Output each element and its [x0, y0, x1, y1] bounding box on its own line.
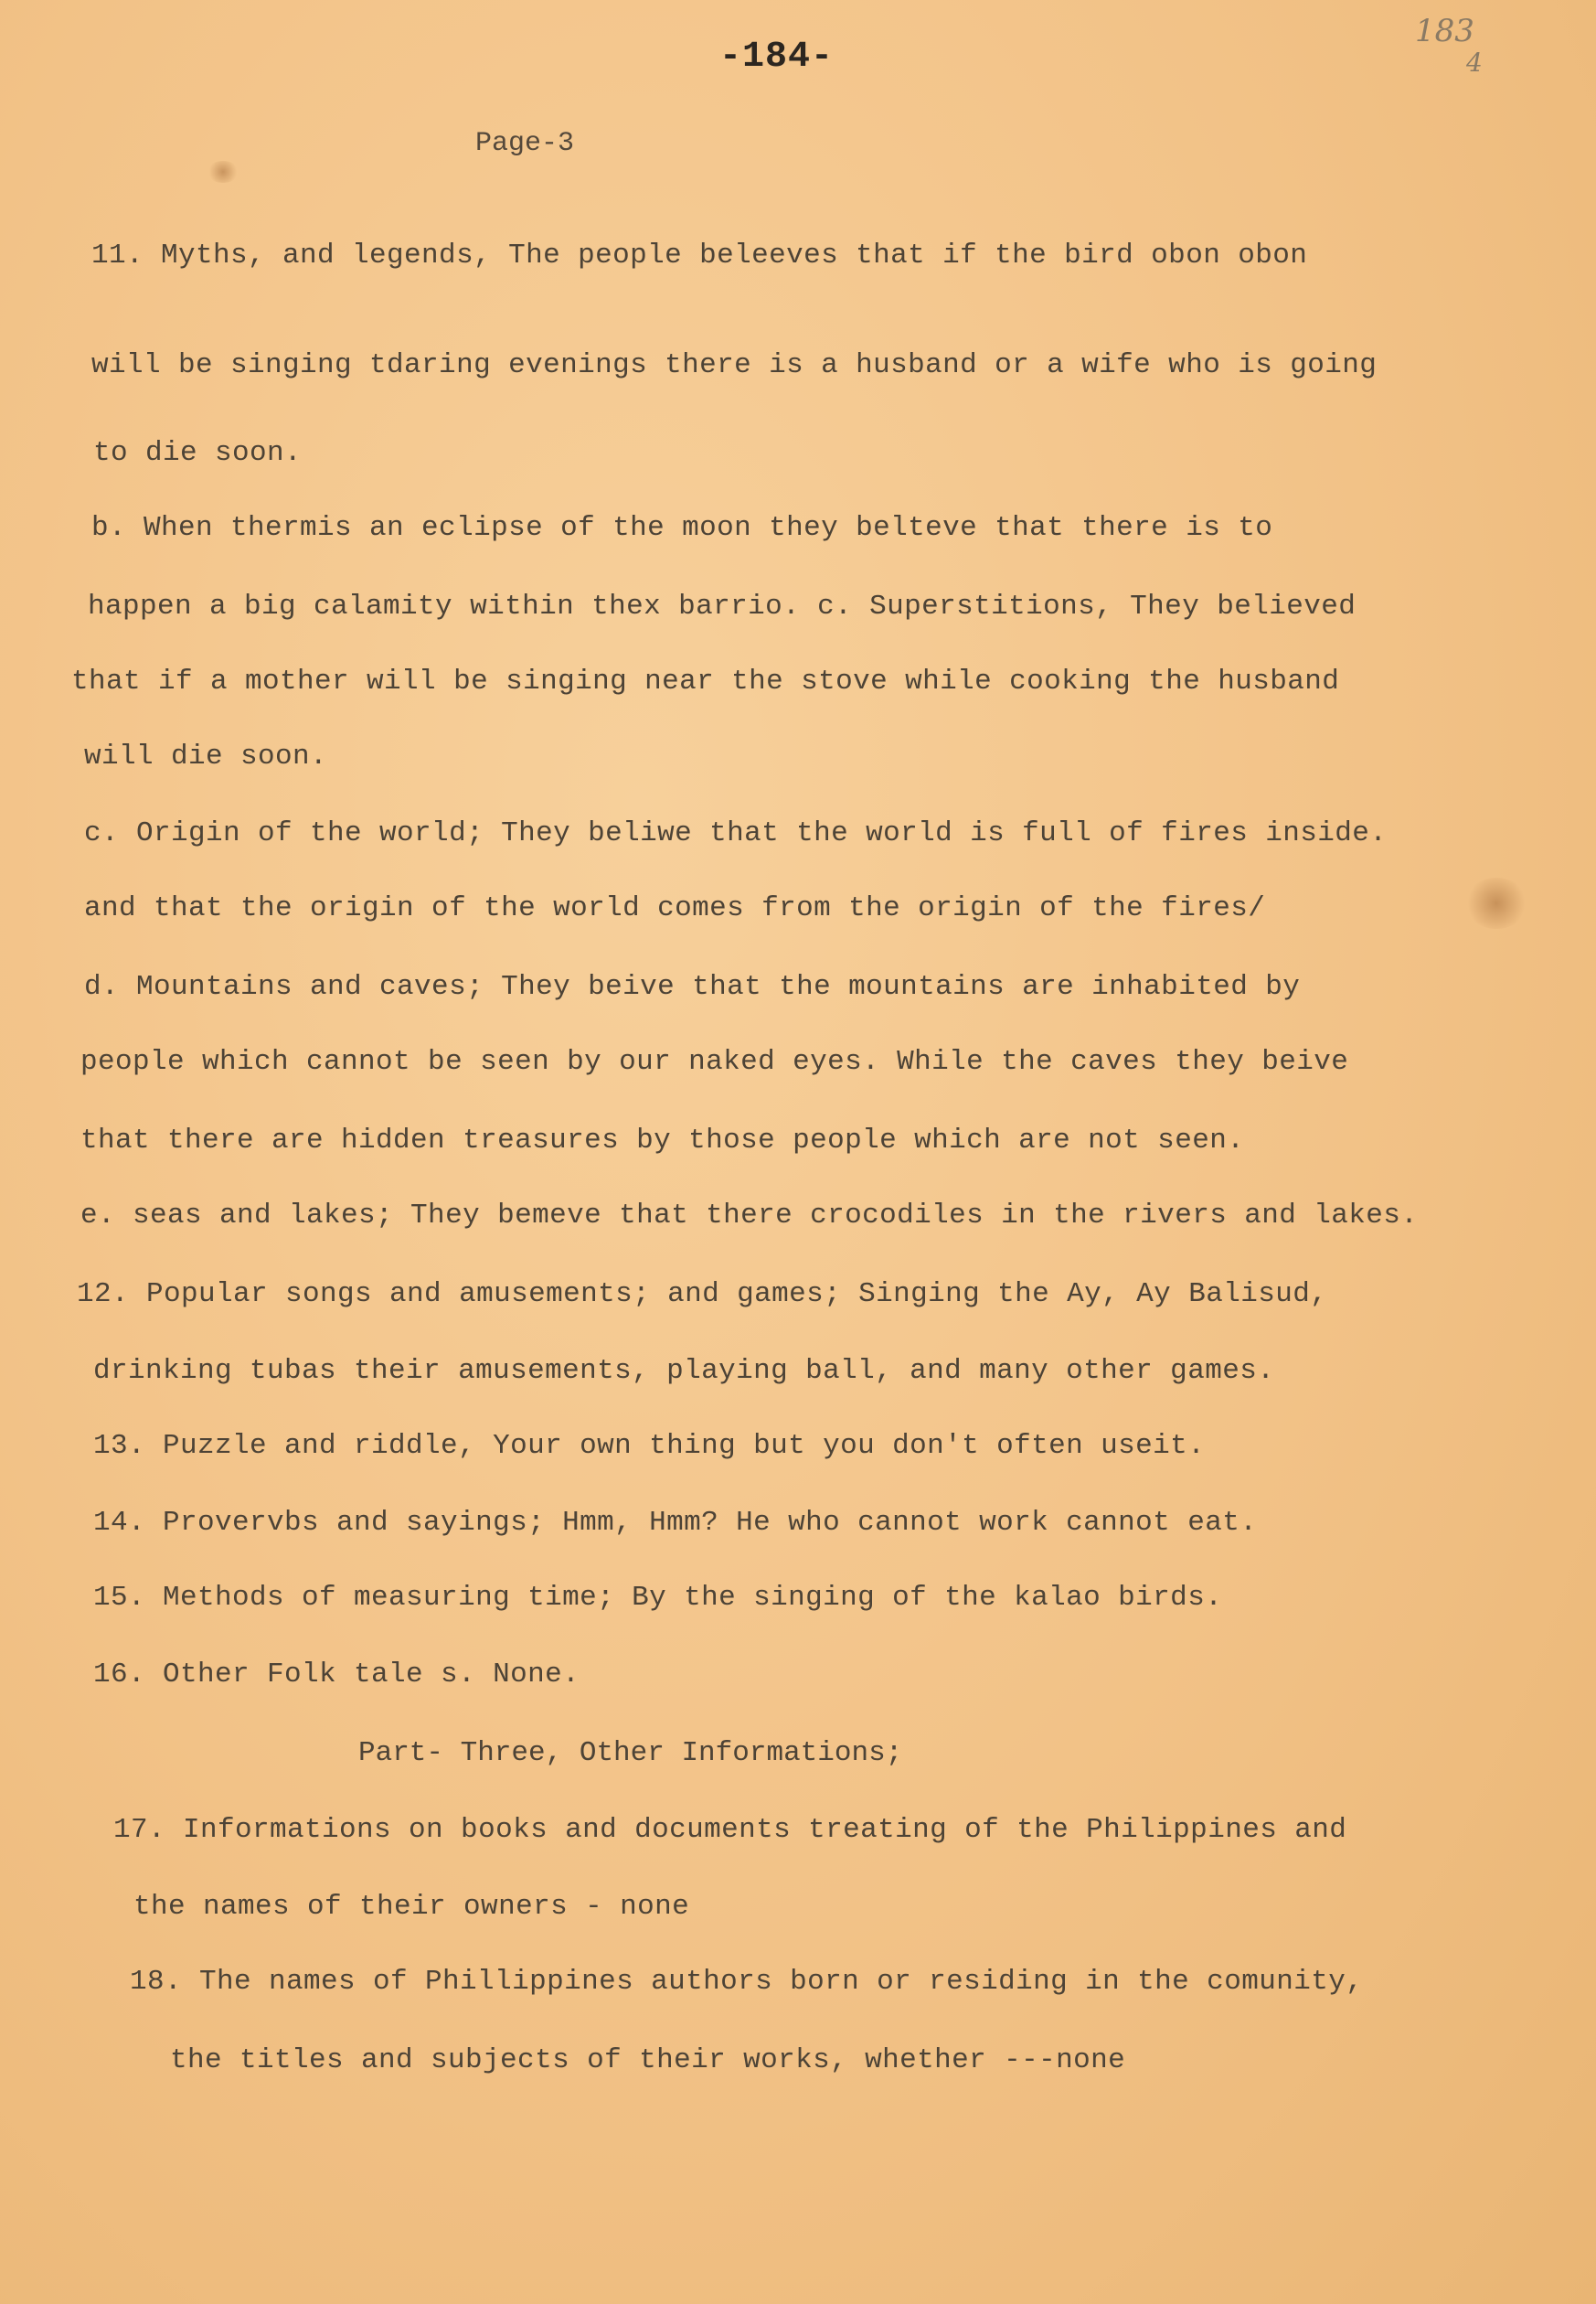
text-line: that there are hidden treasures by those people which are not seen.	[80, 1125, 1245, 1157]
text-line: to die soon.	[93, 437, 303, 469]
paper-stain	[1464, 878, 1528, 929]
text-line: and that the origin of the world comes from the origin of the fires/	[84, 892, 1266, 924]
text-line: 13. Puzzle and riddle, Your own thing but you don't often useit.	[93, 1430, 1206, 1462]
text-line: happen a big calamity within thex barrio. c. Superstitions, They believed	[88, 591, 1357, 623]
text-line: 17. Informations on books and documents treating of the Philippines and	[113, 1814, 1347, 1846]
section-heading: Part- Three, Other Informations;	[358, 1737, 903, 1769]
text-line: the names of their owners - none	[133, 1891, 690, 1923]
text-line: 18. The names of Phillippines authors born or residing in the comunity,	[130, 1966, 1364, 1998]
text-line: e. seas and lakes; They bemeve that there crocodiles in the rivers and lakes.	[80, 1200, 1419, 1232]
text-line: that if a mother will be singing near the stove while cooking the husband	[71, 666, 1340, 698]
text-line: c. Origin of the world; They beliwe that the world is full of fires inside.	[84, 817, 1388, 849]
text-line: b. When thermis an eclipse of the moon they belteve that there is to	[91, 512, 1273, 544]
paper-stain	[207, 161, 239, 183]
text-line: d. Mountains and caves; They beive that the mountains are inhabited by	[84, 971, 1301, 1003]
page-header: Page-3	[475, 128, 575, 159]
text-line: 12. Popular songs and amusements; and games; Singing the Ay, Ay Balisud,	[77, 1278, 1328, 1310]
text-line: 11. Myths, and legends, The people beleeves that if the bird obon obon	[91, 240, 1308, 272]
text-line: 16. Other Folk tale s. None.	[93, 1659, 580, 1691]
text-line: 15. Methods of measuring time; By the singing of the kalao birds.	[93, 1582, 1223, 1614]
page-number: -184-	[719, 37, 835, 78]
text-line: drinking tubas their amusements, playing ball, and many other games.	[93, 1355, 1275, 1387]
handwritten-page-annotation-sub: 4	[1466, 48, 1483, 78]
text-line: will die soon.	[84, 741, 328, 773]
handwritten-page-annotation: 183	[1415, 13, 1474, 49]
text-line: the titles and subjects of their works, whether ---none	[170, 2044, 1126, 2076]
text-line: 14. Provervbs and sayings; Hmm, Hmm? He who cannot work cannot eat.	[93, 1507, 1258, 1539]
text-line: will be singing tdaring evenings there is a husband or a wife who is going	[91, 349, 1378, 381]
text-line: people which cannot be seen by our naked eyes. While the caves they beive	[80, 1046, 1349, 1078]
